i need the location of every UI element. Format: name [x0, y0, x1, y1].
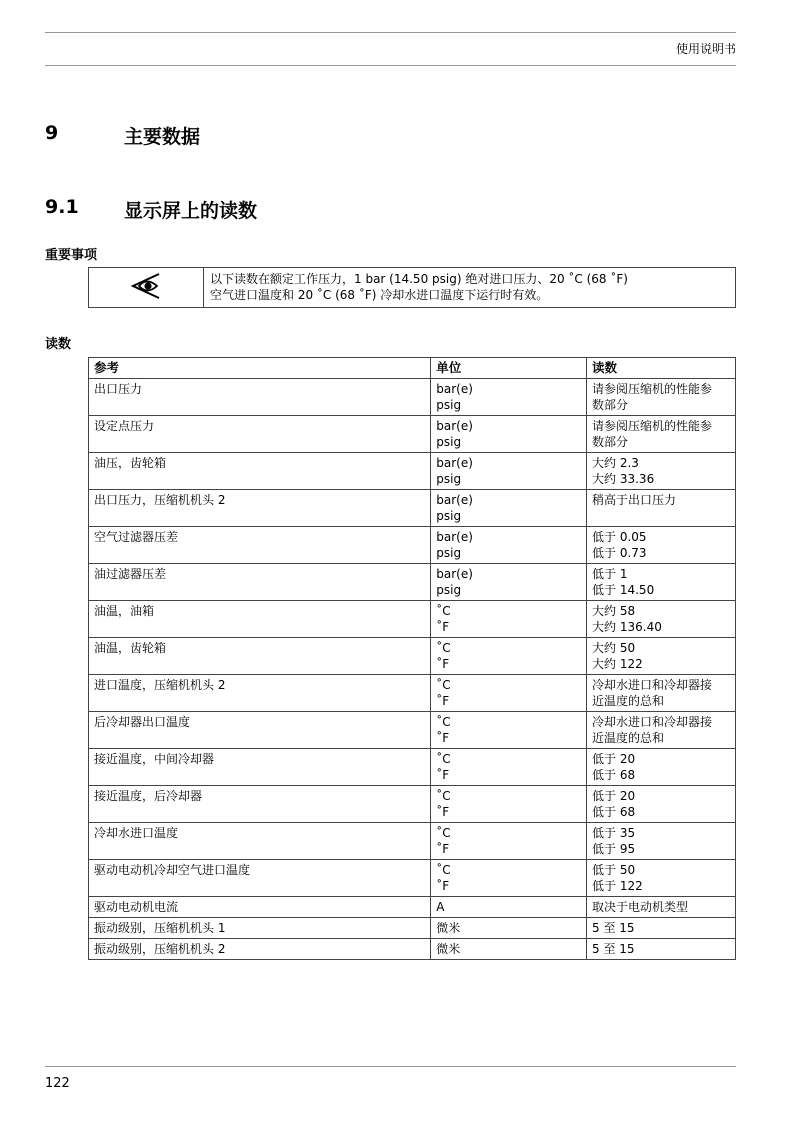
unit-cell-line: psig: [436, 435, 462, 449]
unit-cell-line: 微米: [436, 921, 461, 935]
reading-cell-line: 数部分: [592, 398, 629, 412]
unit-cell: [431, 823, 587, 860]
unit-cell-line: ˚C: [436, 863, 451, 877]
reference-cell: 出口压力，压缩机机头 2: [89, 490, 431, 527]
reference-cell: 空气过滤器压差: [89, 527, 431, 564]
unit-cell: [431, 601, 587, 638]
table-row: [89, 453, 736, 490]
reading-cell: [587, 860, 736, 897]
subsection-title: 显示屏上的读数: [124, 200, 258, 222]
reading-cell: [587, 379, 736, 416]
reading-cell: [587, 416, 736, 453]
section-number: 9: [45, 122, 59, 144]
important-note: [88, 267, 736, 308]
reading-cell-line: 大约 136.40: [592, 620, 662, 634]
reading-cell-line: 取决于电动机类型: [592, 900, 689, 914]
note-icon-cell: [89, 268, 204, 307]
reading-cell-line: 冷却水进口和冷却器接: [592, 678, 713, 692]
header-title: 使用说明书: [675, 42, 736, 56]
header-bottom-rule: [45, 65, 736, 66]
table-row: [89, 564, 736, 601]
page-number: 122: [45, 1076, 70, 1091]
reading-cell-line: 低于 68: [592, 768, 636, 782]
table-row: [89, 749, 736, 786]
unit-cell-line: ˚C: [436, 715, 451, 729]
unit-cell: [431, 564, 587, 601]
reading-cell-line: 低于 0.05: [592, 530, 647, 544]
reference-cell: 油过滤器压差: [89, 564, 431, 601]
reading-cell: [587, 749, 736, 786]
reference-cell: 驱动电动机冷却空气进口温度: [89, 860, 431, 897]
reading-cell-line: 低于 1: [592, 567, 628, 581]
reference-cell: 振动级别，压缩机机头 1: [89, 918, 431, 939]
reference-cell: 接近温度，后冷却器: [89, 786, 431, 823]
unit-cell: [431, 712, 587, 749]
reading-cell: [587, 675, 736, 712]
reading-cell: [587, 638, 736, 675]
reading-cell: [587, 453, 736, 490]
unit-cell-line: ˚F: [436, 879, 450, 893]
reading-cell: [587, 939, 736, 960]
reading-cell-line: 低于 68: [592, 805, 636, 819]
column-header-reference: 参考: [89, 358, 431, 379]
reading-cell-line: 大约 33.36: [592, 472, 655, 486]
unit-cell: [431, 860, 587, 897]
unit-cell-line: ˚C: [436, 604, 451, 618]
section-title: 主要数据: [124, 126, 201, 148]
reading-cell-line: 低于 20: [592, 752, 636, 766]
note-line: 以下读数在额定工作压力，1 bar (14.50 psig) 绝对进口压力、20 ˚C (68 ˚F): [210, 272, 628, 286]
reading-cell-line: 冷却水进口和冷却器接: [592, 715, 713, 729]
unit-cell: [431, 453, 587, 490]
unit-cell: [431, 897, 587, 918]
reading-cell-line: 低于 122: [592, 879, 643, 893]
reading-cell-line: 大约 122: [592, 657, 643, 671]
unit-cell: [431, 749, 587, 786]
reading-cell-line: 近温度的总和: [592, 731, 665, 745]
unit-cell: [431, 939, 587, 960]
reference-cell: 油压，齿轮箱: [89, 453, 431, 490]
reference-cell: 后冷却器出口温度: [89, 712, 431, 749]
reading-cell-line: 大约 2.3: [592, 456, 639, 470]
unit-cell-line: ˚C: [436, 752, 451, 766]
unit-cell-line: ˚F: [436, 694, 450, 708]
unit-cell-line: psig: [436, 546, 462, 560]
unit-cell-line: ˚C: [436, 789, 451, 803]
reference-cell: 油温，齿轮箱: [89, 638, 431, 675]
reading-cell-line: 请参阅压缩机的性能参: [592, 419, 713, 433]
table-row: [89, 860, 736, 897]
unit-cell-line: psig: [436, 583, 462, 597]
column-header-reading: 读数: [587, 358, 736, 379]
unit-cell-line: ˚F: [436, 768, 450, 782]
table-row: [89, 416, 736, 453]
reading-cell-line: 5 至 15: [592, 921, 635, 935]
reading-cell-line: 低于 35: [592, 826, 636, 840]
table-row: [89, 823, 736, 860]
reading-cell-line: 稍高于出口压力: [592, 493, 677, 507]
table-row: [89, 786, 736, 823]
unit-cell-line: A: [436, 900, 445, 914]
reading-cell-line: 5 至 15: [592, 942, 635, 956]
reading-cell: [587, 918, 736, 939]
table-row: [89, 379, 736, 416]
table-header-row: [89, 358, 736, 379]
column-header-unit: 单位: [431, 358, 587, 379]
reference-cell: 进口温度，压缩机机头 2: [89, 675, 431, 712]
table-row: [89, 675, 736, 712]
unit-cell-line: bar(e): [436, 567, 473, 581]
reading-cell: [587, 897, 736, 918]
unit-cell-line: bar(e): [436, 382, 473, 396]
unit-cell-line: ˚F: [436, 805, 450, 819]
important-label: 重要事项: [45, 248, 98, 263]
unit-cell-line: ˚F: [436, 842, 450, 856]
eye-warning-icon: [130, 270, 162, 306]
reading-cell-line: 低于 95: [592, 842, 636, 856]
reference-cell: 振动级别，压缩机机头 2: [89, 939, 431, 960]
reading-cell-line: 近温度的总和: [592, 694, 665, 708]
readings-table: [88, 357, 736, 960]
reference-cell: 油温，油箱: [89, 601, 431, 638]
table-row: [89, 918, 736, 939]
table-row: [89, 490, 736, 527]
unit-cell: [431, 527, 587, 564]
table-row: [89, 897, 736, 918]
reference-cell: 设定点压力: [89, 416, 431, 453]
readings-label: 读数: [45, 337, 72, 352]
readings-table-body: [89, 379, 736, 960]
unit-cell: [431, 786, 587, 823]
reading-cell: [587, 490, 736, 527]
unit-cell-line: ˚F: [436, 620, 450, 634]
reference-cell: 冷却水进口温度: [89, 823, 431, 860]
reading-cell-line: 大约 58: [592, 604, 636, 618]
unit-cell-line: psig: [436, 398, 462, 412]
unit-cell: [431, 918, 587, 939]
unit-cell-line: bar(e): [436, 530, 473, 544]
unit-cell-line: ˚C: [436, 678, 451, 692]
table-row: [89, 712, 736, 749]
unit-cell-line: psig: [436, 472, 462, 486]
table-row: [89, 601, 736, 638]
reading-cell: [587, 601, 736, 638]
reading-cell-line: 低于 50: [592, 863, 636, 877]
reading-cell-line: 低于 20: [592, 789, 636, 803]
reference-cell: 接近温度，中间冷却器: [89, 749, 431, 786]
subsection-number: 9.1: [45, 196, 79, 218]
unit-cell: [431, 379, 587, 416]
table-row: [89, 939, 736, 960]
reading-cell: [587, 786, 736, 823]
unit-cell: [431, 675, 587, 712]
header-top-rule: [45, 32, 736, 33]
unit-cell-line: ˚F: [436, 731, 450, 745]
note-text: [204, 268, 634, 307]
unit-cell-line: bar(e): [436, 493, 473, 507]
table-row: [89, 638, 736, 675]
unit-cell-line: 微米: [436, 942, 461, 956]
reading-cell-line: 请参阅压缩机的性能参: [592, 382, 713, 396]
table-row: [89, 527, 736, 564]
unit-cell-line: ˚C: [436, 826, 451, 840]
reading-cell: [587, 564, 736, 601]
unit-cell-line: bar(e): [436, 456, 473, 470]
unit-cell: [431, 490, 587, 527]
reading-cell-line: 低于 0.73: [592, 546, 647, 560]
reading-cell-line: 数部分: [592, 435, 629, 449]
reading-cell: [587, 712, 736, 749]
reference-cell: 驱动电动机电流: [89, 897, 431, 918]
reading-cell: [587, 527, 736, 564]
unit-cell-line: bar(e): [436, 419, 473, 433]
reading-cell-line: 低于 14.50: [592, 583, 655, 597]
note-line: 空气进口温度和 20 ˚C (68 ˚F) 冷却水进口温度下运行时有效。: [210, 288, 549, 302]
unit-cell: [431, 416, 587, 453]
reading-cell: [587, 823, 736, 860]
reference-cell: 出口压力: [89, 379, 431, 416]
reading-cell-line: 大约 50: [592, 641, 636, 655]
unit-cell-line: ˚F: [436, 657, 450, 671]
unit-cell-line: psig: [436, 509, 462, 523]
unit-cell-line: ˚C: [436, 641, 451, 655]
unit-cell: [431, 638, 587, 675]
footer-rule: [45, 1066, 736, 1067]
